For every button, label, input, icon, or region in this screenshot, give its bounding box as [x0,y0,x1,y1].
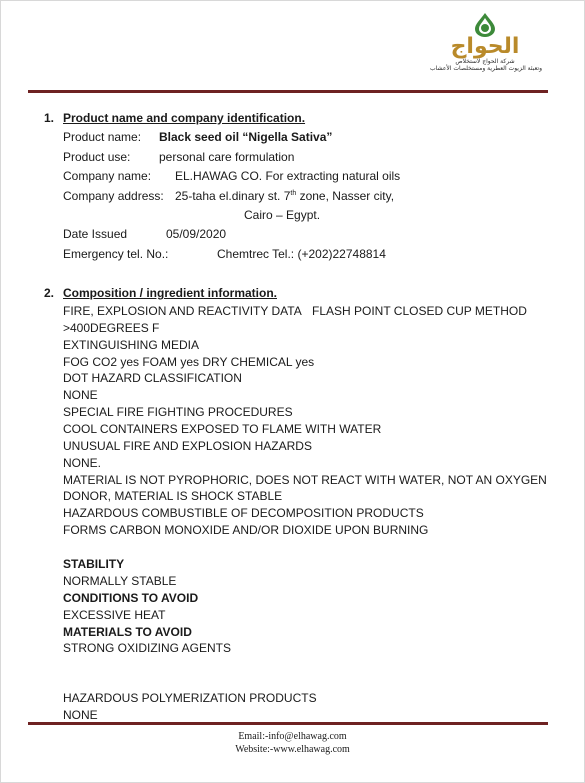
footer-website: Website:-www.elhawag.com [235,744,350,755]
section-1-title: Product name and company identification. [63,111,306,125]
text-line: MATERIAL IS NOT PYROPHORIC, DOES NOT REACT WITH WATER, NOT AN OXYGEN [63,473,547,487]
company-address-city: zone, Nasser city, [296,189,395,203]
text-line: >400DEGREES F [63,321,160,335]
fire-explosion-heading: FIRE, EXPLOSION AND REACTIVITY DATA [63,304,302,318]
company-name-value: EL.HAWAG CO. For extracting natural oils [175,169,401,183]
text-line: EXTINGUISHING MEDIA [63,338,200,352]
company-address-street: 25-taha el.dinary st. 7 [175,189,291,203]
stability-value: NORMALLY STABLE [63,574,177,588]
footer-email: Email:-info@elhawag.com [238,731,347,742]
materials-heading: MATERIALS TO AVOID [63,625,192,639]
text-line: SPECIAL FIRE FIGHTING PROCEDURES [63,405,293,419]
company-logo [430,12,540,74]
product-use-value: personal care formulation [159,150,295,164]
section-1-number: 1. [44,111,55,125]
text-line: FORMS CARBON MONOXIDE AND/OR DIOXIDE UPON BURNING [63,523,429,537]
flash-point-heading: FLASH POINT CLOSED CUP METHOD [312,304,527,318]
date-issued-value: 05/09/2020 [166,227,227,241]
stability-heading: STABILITY [63,557,125,571]
materials-value: STRONG OXIDIZING AGENTS [63,641,232,655]
emergency-value: Chemtrec Tel.: (+202)22748814 [217,247,386,261]
company-address-label: Company address: [63,189,164,203]
logo-arabic-subtitle: شركة الحواج لاستخلاص [455,58,515,65]
polymerization-value: NONE [63,708,98,722]
text-line: COOL CONTAINERS EXPOSED TO FLAME WITH WATER [63,422,382,436]
section-2-title: Composition / ingredient information. [63,286,277,300]
text-line: DONOR, MATERIAL IS SHOCK STABLE [63,489,283,503]
date-issued-label: Date Issued [63,227,128,241]
company-address-superscript: th [290,190,297,197]
company-address-line-1 [175,189,394,203]
section-2-number: 2. [44,286,55,300]
product-name-label: Product name: [63,130,142,144]
company-name-label: Company name: [63,169,152,183]
conditions-heading: CONDITIONS TO AVOID [63,591,199,605]
text-line: NONE [63,388,98,402]
footer-divider [28,722,548,725]
logo-arabic-name: الحواج [450,34,520,59]
text-line: DOT HAZARD CLASSIFICATION [63,371,242,385]
text-line: UNUSUAL FIRE AND EXPLOSION HAZARDS [63,439,312,453]
company-address-line-2: Cairo – Egypt. [244,208,321,222]
logo-arabic-subtitle-2: وتعبئة الزيوت العطرية ومستخلصات الأعشاب [430,65,542,72]
text-line: FOG CO2 yes FOAM yes DRY CHEMICAL yes [63,355,315,369]
product-name-value: Black seed oil “Nigella Sativa” [159,130,333,144]
text-line: HAZARDOUS COMBUSTIBLE OF DECOMPOSITION PRODUCTS [63,506,424,520]
emergency-label: Emergency tel. No.: [63,247,169,261]
product-use-label: Product use: [63,150,131,164]
polymerization-heading: HAZARDOUS POLYMERIZATION PRODUCTS [63,691,317,705]
header-divider [28,90,548,93]
text-line: NONE. [63,456,102,470]
conditions-value: EXCESSIVE HEAT [63,608,166,622]
